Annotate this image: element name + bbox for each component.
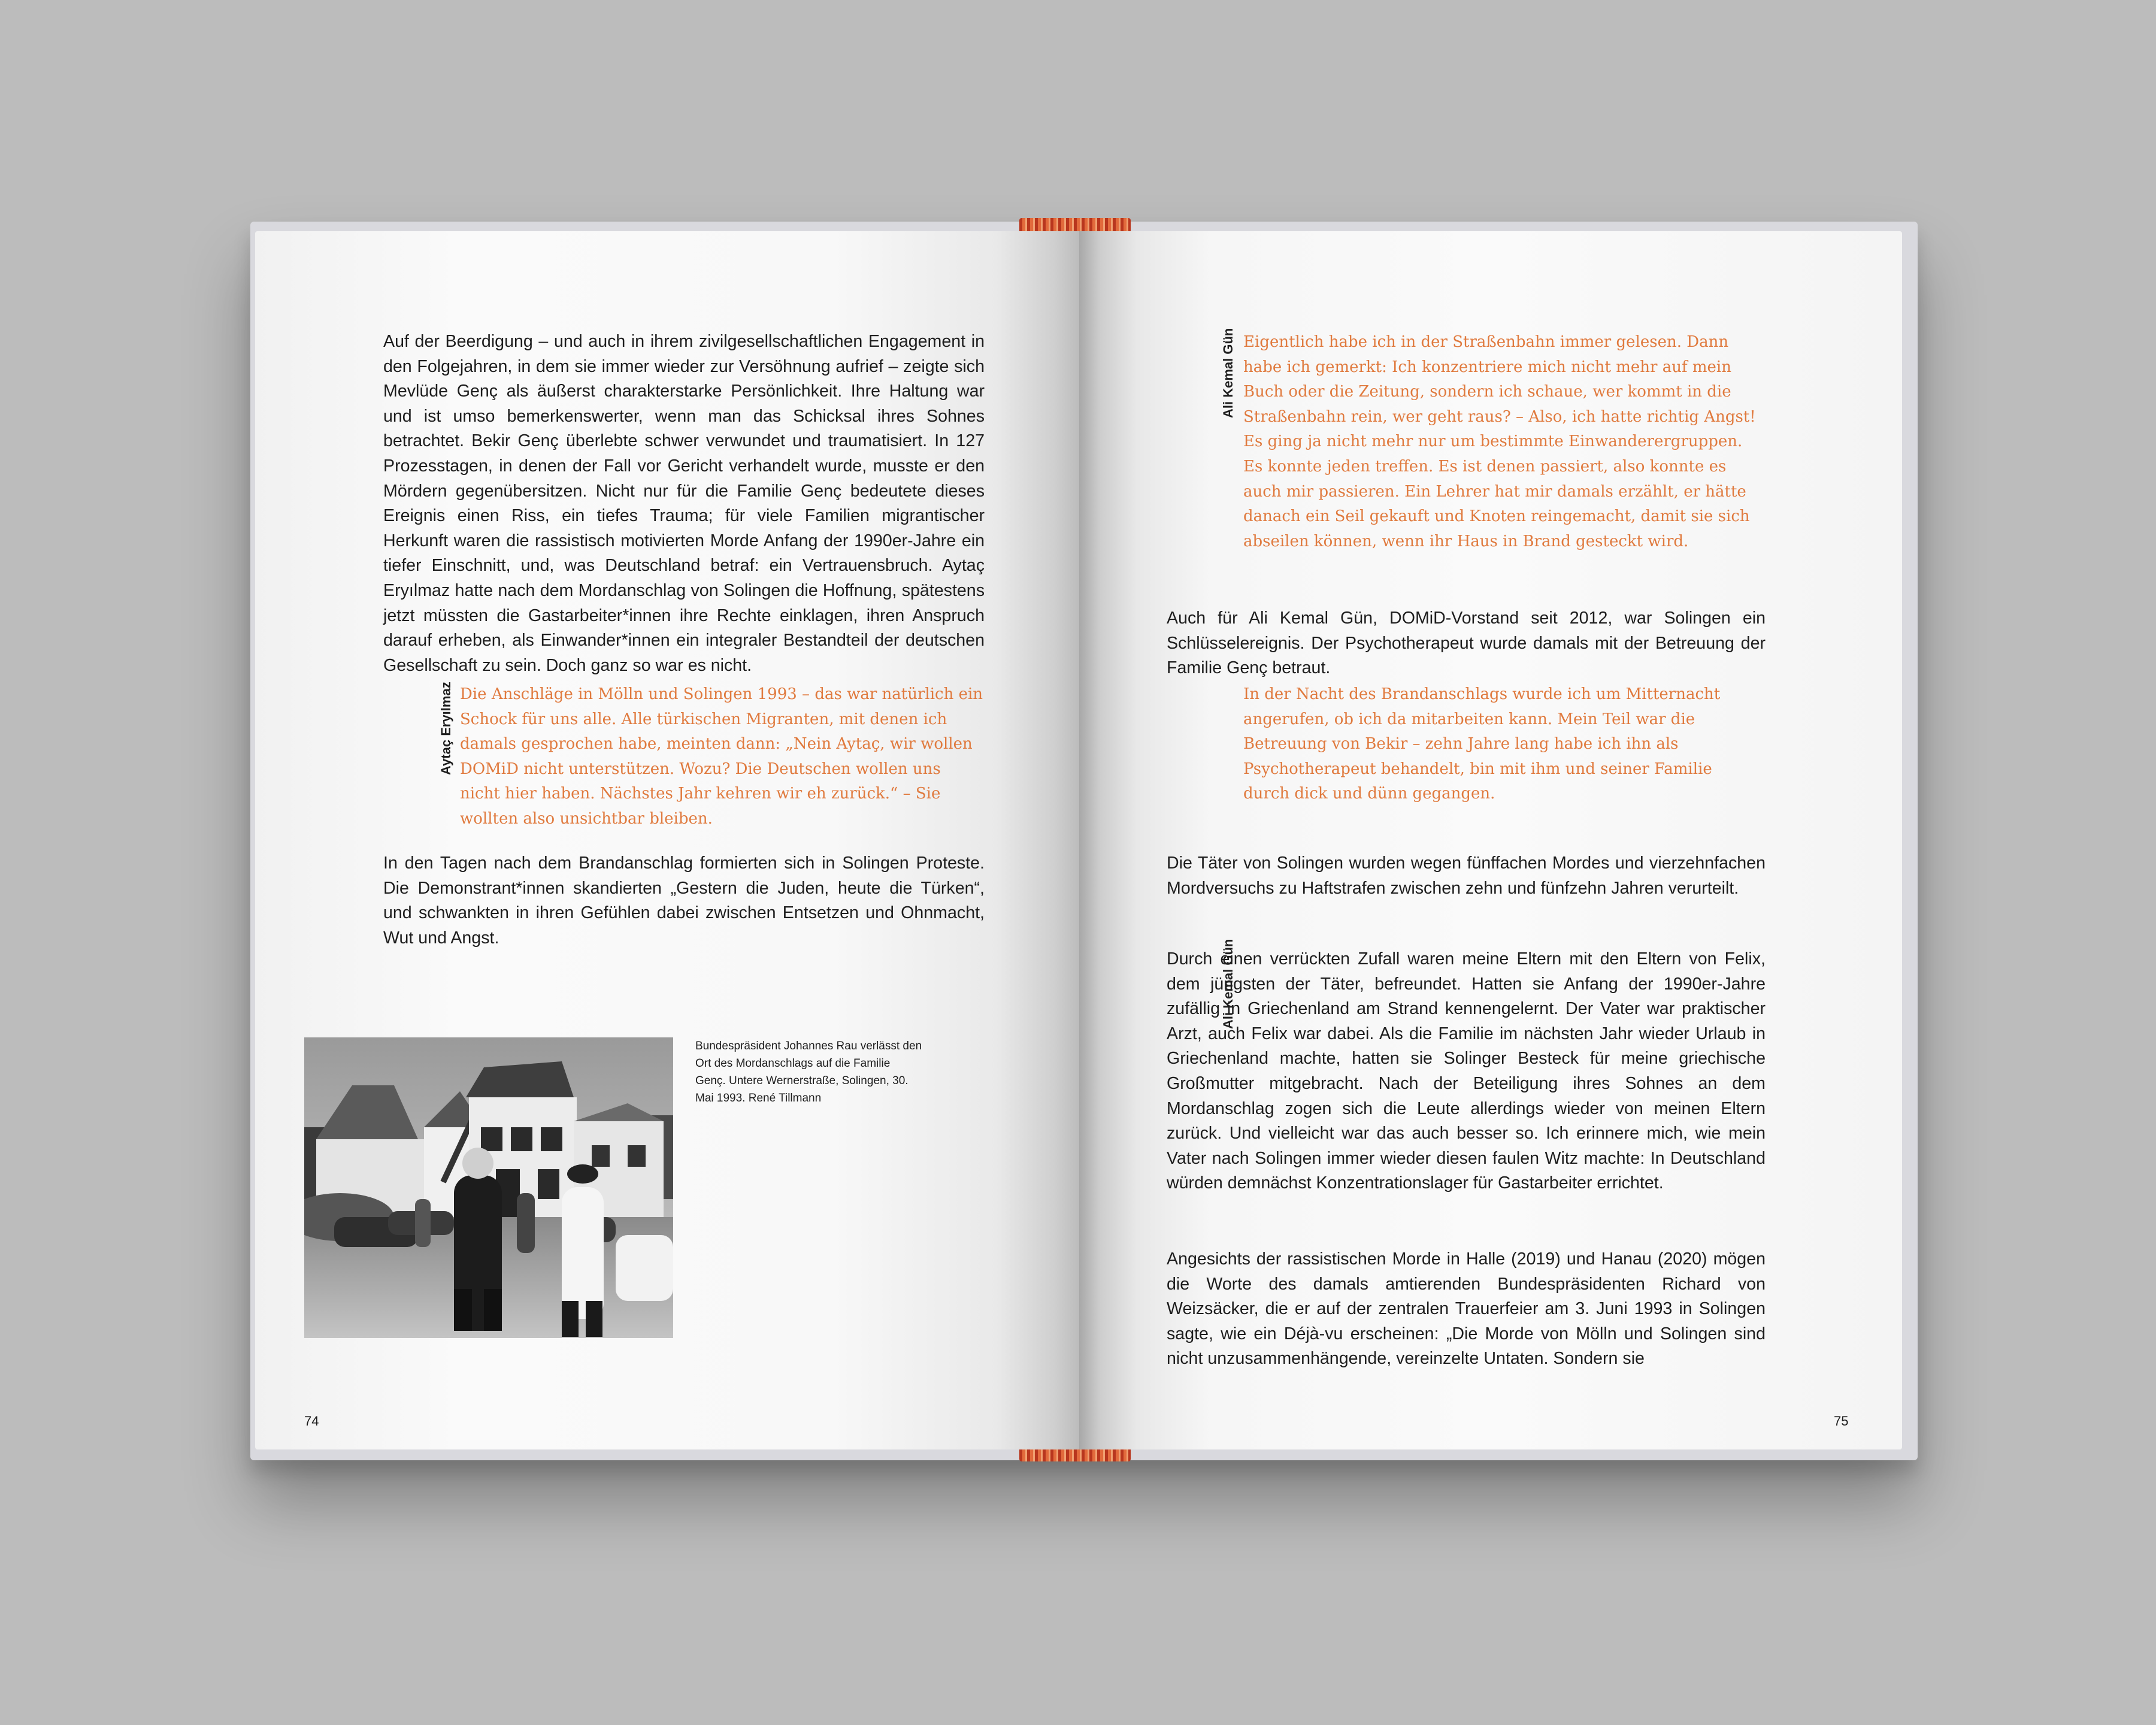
photo-caption: Bundespräsident Johannes Rau verlässt den Ort des Mordanschlags auf die Familie Genç. Untere Wernerstraße, Solingen, 30. Mai 1993. René Tillmann: [695, 1040, 922, 1104]
left-paragraph-2: In den Tagen nach dem Brandanschlag formierten sich in Solingen Proteste. Die Demonstrant*innen skandierten „Gestern die Juden, heute die Türken“, und schwankten in ihren Gefühlen dabei zwischen Entsetzen und Ohnmacht, Wut und Angst.: [383, 854, 985, 948]
page-number-right: 75: [1834, 1414, 1849, 1429]
quote-speaker-ali-1: Ali Kemal Gün: [1221, 328, 1236, 418]
right-paragraph-2: Die Täter von Solingen wurden wegen fünffachen Mordes und vierzehnfachen Mordversuchs zu Haftstrafen zwischen zehn und fünfzehn Jahren verurteilt.: [1167, 854, 1766, 898]
left-paragraph-1: Auf der Beerdigung – und auch in ihrem zivilgesellschaftlichen Engagement in den Folgejahren, in dem sie immer wieder zur Versöhnung aufrief – zeigte sich Mevlüde Genç als äußerst charakterstarke Persönlichkeit. Ihre Haltung war und ist umso bemerkenswerter, wenn man das Schicksal ihres Sohnes betrachtet. Bekir Genç überlebte schwer verwundet und traumatisiert. In 127 Prozesstagen, in denen der Fall vor Gericht verhandelt wurde, musste er den Mördern gegenübersitzen. Nicht nur für die Familie Genç bedeutete dieses Ereignis einen Riss, ein tiefes Trauma; für viele Familien migrantischer Herkunft waren die rassistisch motivierten Morde Anfang der 1990er-Jahre ein tiefer Einschnitt, und, was Deutschland betraf: ein Vertrauensbruch. Aytaç Eryılmaz hatte nach dem Mordanschlag von Solingen die Hoffnung, spätestens jetzt müssten die Gastarbeiter*innen ihre Rechte einklagen, ihren Anspruch darauf erheben, als Einwander*innen ein integraler Bestandteil der deutschen Gesellschaft zu sein. Doch ganz so war es nicht.: [383, 332, 985, 675]
left-page: [255, 231, 1079, 1449]
quote-speaker-aytac: Aytaç Eryılmaz: [438, 682, 453, 775]
right-paragraph-4: Angesichts der rassistischen Morde in Halle (2019) und Hanau (2020) mögen die Worte des damals amtierenden Bundespräsidenten Richard von Weizsäcker, die er auf der zentralen Trauerfeier am 3. Juni 1993 in Solingen sagte, wie ein Déjà-vu erscheinen: „Die Morde von Mölln und Solingen sind nicht unzusammenhängende, vereinzelte Untaten. Sondern sie: [1167, 1249, 1766, 1369]
page-number-left: 74: [304, 1414, 319, 1429]
rau-photo: [304, 1037, 673, 1338]
quote-ali-1: Eigentlich habe ich in der Straßenbahn immer gelesen. Dann habe ich gemerkt: Ich konzentriere mich nicht mehr auf mein Buch oder die Zeitung, sondern ich schaue, wer kommt in die Straßenbahn rein, wer geht raus? – Also, ich hatte richtig Angst! Es ging ja nicht mehr nur um bestimmte Einwanderergruppen. Es konnte jeden treffen. Es ist denen passiert, also konnte es auch mir passieren. Ein Lehrer hat mir damals erzählt, er hätte danach ein Seil gekauft und Knoten reingemacht, damit sie sich abseilen können, wenn ihr Haus in Brand gesteckt wird.: [1243, 333, 1756, 550]
quote-speaker-ali-2: Ali Kemal Gün: [1221, 939, 1236, 1029]
quote-ali-2: In der Nacht des Brandanschlags wurde ich um Mitternacht angerufen, ob ich da mitarbeiten kann. Mein Teil war die Betreuung von Bekir – zehn Jahre lang habe ich ihn als Psychotherapeut behandelt, bin mit ihm und seiner Familie durch dick und dünn gegangen.: [1243, 685, 1721, 803]
right-paragraph-1: Auch für Ali Kemal Gün, DOMiD-Vorstand seit 2012, war Solingen ein Schlüsselereignis. Der Psychotherapeut wurde damals mit der Betreuung der Familie Genç betraut.: [1167, 609, 1766, 678]
right-paragraph-3: Durch einen verrückten Zufall waren meine Eltern mit den Eltern von Felix, dem jüngsten der Täter, befreundet. Hatten sie Anfang der 1990er-Jahre zufällig in Griechenland am Strand kennengelernt. Der Vater war praktischer Arzt, auch Felix war dabei. Als die Familie im nächsten Jahr wieder Urlaub in Griechenland machte, hatten sie Solinger Besteck für meine griechische Großmutter mitgebracht. Nach der Beteiligung ihres Sohnes an dem Mordanschlag zogen sich die Leute allerdings wieder von meinen Eltern zurück. Und vielleicht war das auch besser so. Ich erinnere mich, wie mein Vater nach Solingen immer wieder diesen faulen Witz machte: In Deutschland würden demnächst Konzentrationslager für Gastarbeiter errichtet.: [1167, 949, 1766, 1193]
quote-aytac: Die Anschläge in Mölln und Solingen 1993 – das war natürlich ein Schock für uns alle. Alle türkischen Migranten, mit denen ich damals gesprochen habe, meinten dann: „Nein Aytaç, wir wollen DOMiD nicht unterstützen. Wozu? Die Deutschen wollen uns nicht hier haben. Nächstes Jahr kehren wir eh zurück.“ – Sie wollten also unsichtbar bleiben.: [460, 685, 983, 828]
right-page: [1079, 231, 1902, 1449]
